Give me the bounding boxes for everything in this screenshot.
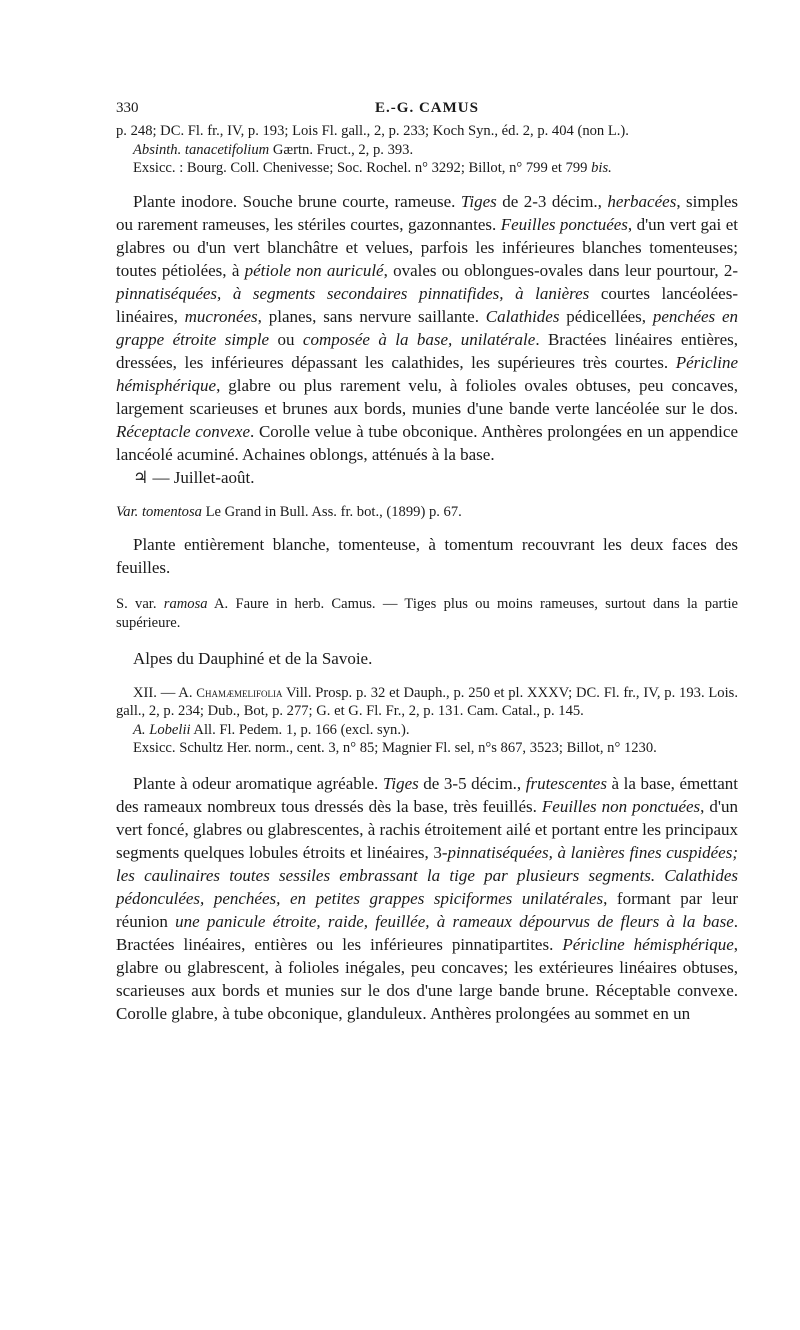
species-description: Plante inodore. Souche brune courte, rameuse. Tiges de 2-3 décim., herbacées, simples ou rarement rameuses, les stériles courtes, gazonnantes. Feuilles ponctuées, d'un vert gai et glabres ou d'un vert blanchâtre et velues, parfois les inférieures blanches tomenteuses; toutes pétiolées, à pétiole non auriculé, ovales ou oblongues-ovales dans leur pourtour, 2-pinnatiséquées, à segments secondaires pinnatifides, à lanières courtes lancéolées-linéaires, mucronées, planes, sans nervure saillante. Calathides pédicellées, penchées en grappe étroite simple ou composée à la base, unilatérale. Bractées linéaires entières, dressées, les inférieures dépassant les calathides, les supérieures très courtes. Péricline hémisphérique, glabre ou plus rarement velu, à folioles ovales obtuses, peu concaves, largement scarieuses et brunes aux bords, munies d'une bande verte lancéolée sur le dos. Réceptacle convexe. Corolle velue à tube obconique. Anthères prolongées en un appendice lancéolé acuminé. Achaines oblongs, atténués à la base. [116, 191, 739, 464]
species-description-2: Plante à odeur aromatique agréable. Tiges de 3-5 décim., frutescentes à la base, émettant des rameaux nombreux tous dressés dès la base, très feuillés. Feuilles non ponctuées, d'un vert foncé, glabres ou glabrescentes, à rachis étroitement ailé et portant entre les principaux segments quelques lobules étroits et linéaires, 3-pinnatiséquées, à lanières fines cuspidées; les caulinaires toutes sessiles embrassant la tige par plusieurs segments. Calathides pédonculées, penchées, en petites grappes spiciformes unilatérales, formant par leur réunion une panicule étroite, raide, feuillée, à rameaux dépourvus de fleurs à la base. Bractées linéaires, entières ou les inférieures pinnatipartites. Péricline hémisphérique, glabre ou glabrescent, à folioles inégales, peu concaves; les extérieures linéaires obtuses, scarieuses aux bords et munies sur le dos d'une large bande brune. Réceptable convexe. Corolle glabre, à tube obconique, glanduleux. Anthères prolongées au sommet en un [116, 773, 739, 1023]
distribution: Alpes du Dauphiné et de la Savoie. [133, 648, 373, 668]
variety-heading: Var. tomentosa Le Grand in Bull. Ass. fr. bot., (1899) p. 67. [116, 503, 462, 520]
synonym-name: Absinth. tanacetifolium [133, 141, 270, 158]
exsiccata-bis: bis. [591, 160, 612, 177]
references-line: p. 248; DC. Fl. fr., IV, p. 193; Lois Fl. gall., 2, p. 233; Koch Syn., éd. 2, p. 404 (non L.). [116, 123, 629, 139]
subvariety-note: S. var. ramosa A. Faure in herb. Camus. — Tiges plus ou moins rameuses, surtout dans la partie supérieure. [116, 596, 738, 631]
variety-description: Plante entièrement blanche, tomenteuse, à tomentum recouvrant les deux faces des feuilles. [116, 535, 738, 578]
exsiccata-line-2: Exsicc. Schultz Her. norm., cent. 3, n° 85; Magnier Fl. sel, n°s 867, 3523; Billot, n° 1230. [133, 740, 657, 757]
running-head: E.-G. CAMUS [375, 100, 479, 116]
page-header [116, 100, 738, 122]
exsiccata-text: Exsicc. : Bourg. Coll. Chenivesse; Soc. Rochel. n° 3292; Billot, n° 799 et 799 [133, 160, 592, 177]
species-name: Chamæmelifolia [196, 684, 283, 700]
variety-name: tomentosa [141, 503, 202, 520]
exsiccata-line [116, 159, 738, 178]
page [116, 100, 738, 1025]
synonym-line [116, 141, 738, 160]
page-number: 330 [116, 100, 139, 116]
subvariety-name: ramosa [163, 596, 208, 613]
synonym-line-2: A. Lobelii All. Fl. Pedem. 1, p. 166 (excl. syn.). [133, 721, 410, 738]
flowering-period: ♃ — Juillet-août. [133, 467, 255, 487]
species-heading: XII. — A. Chamæmelifolia Vill. Prosp. p. 32 et Dauph., p. 250 et pl. XXXV; DC. Fl. fr., IV, p. 193. Lois. gall., 2, p. 234; Dub., Bot, p. 277; G. et G. Fl. Fr., 2, p. 131. Cam. Catal., p. 145. [116, 684, 738, 720]
synonym-source: Gærtn. Fruct., 2, p. 393. [269, 141, 414, 158]
